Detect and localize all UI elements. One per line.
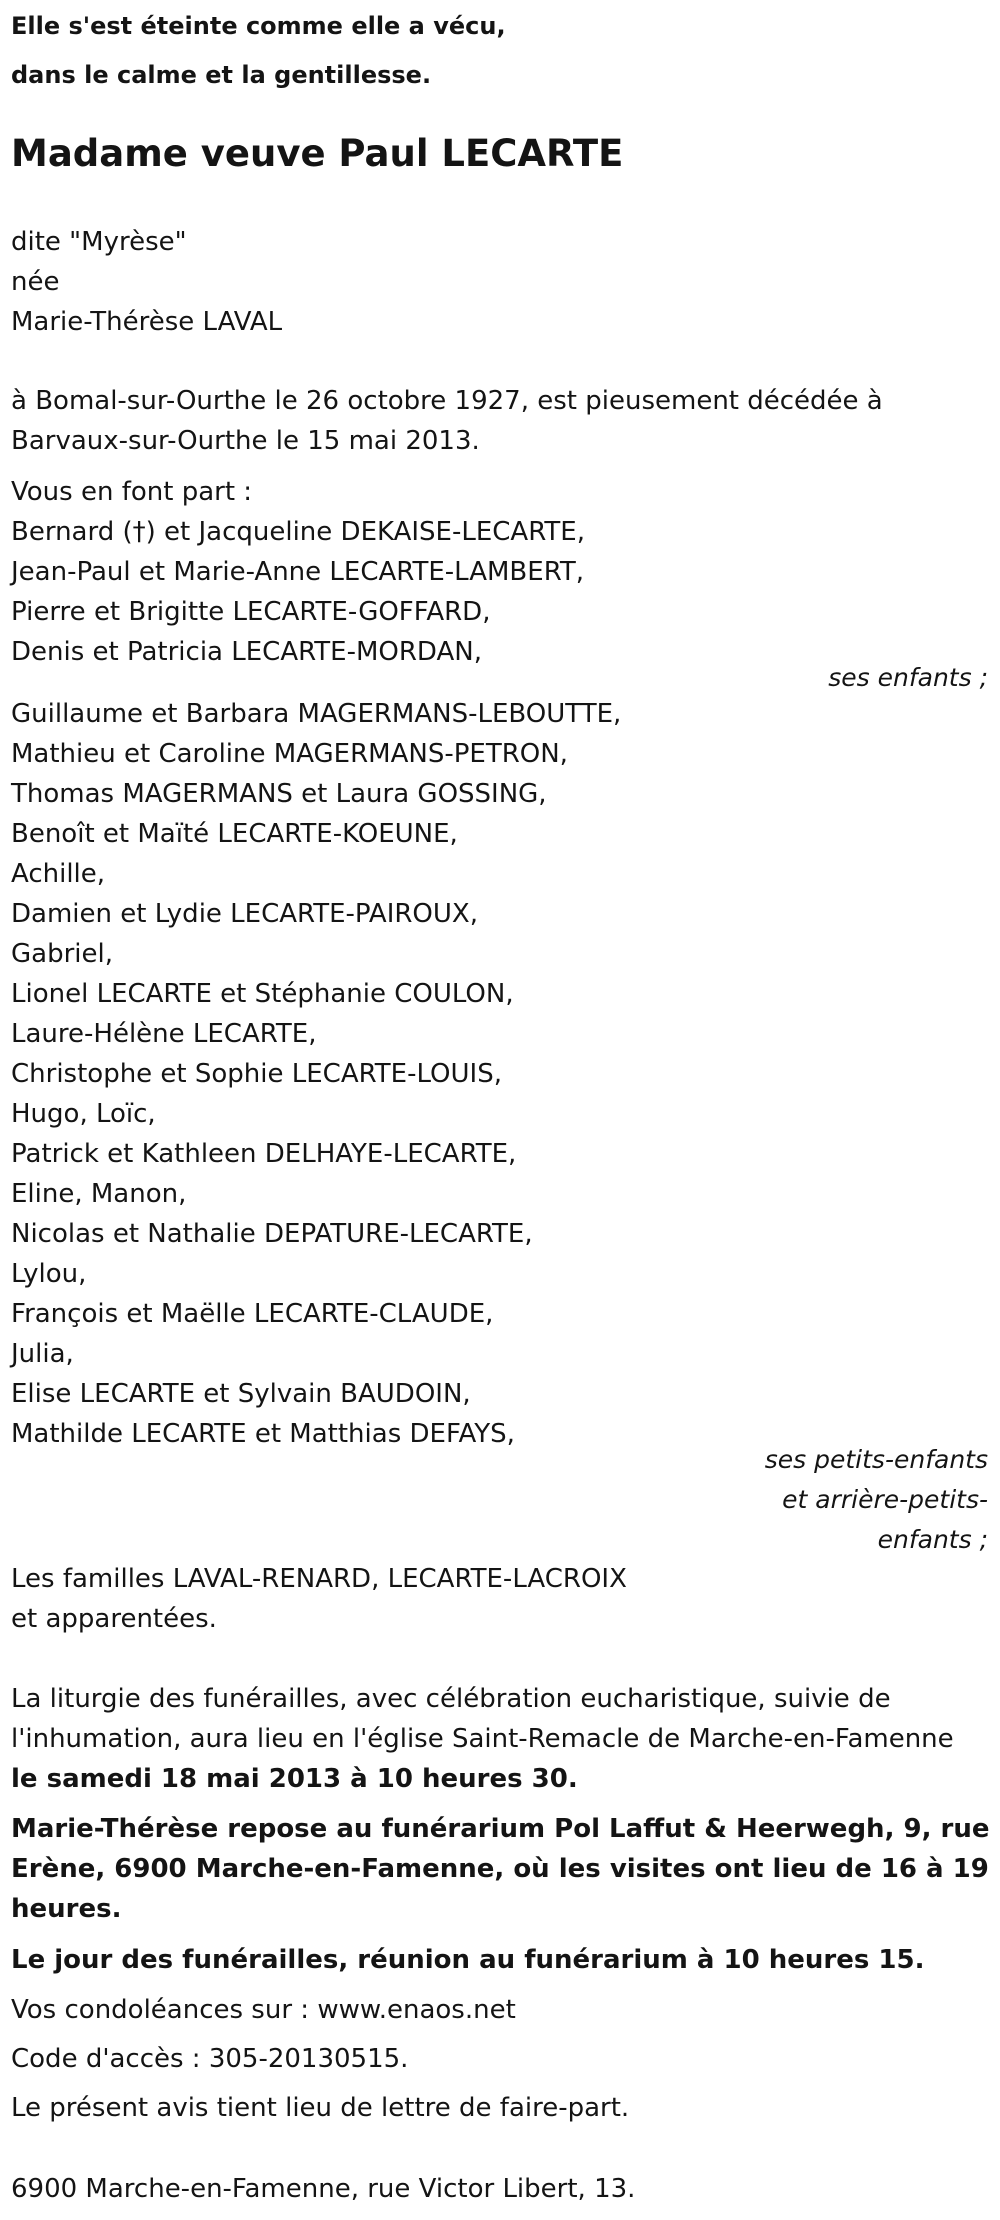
condolences-line: Vos condoléances sur : www.enaos.net	[11, 1995, 516, 2025]
born-label: née	[11, 267, 60, 297]
grandchild-line: Julia,	[11, 1339, 74, 1369]
grandchild-line: Laure-Hélène LECARTE,	[11, 1019, 317, 1049]
grandchildren-label-line-3: enfants ;	[877, 1525, 988, 1554]
birth-death-line-2: Barvaux-sur-Ourthe le 15 mai 2013.	[11, 426, 480, 456]
grandchild-line: Elise LECARTE et Sylvain BAUDOIN,	[11, 1379, 471, 1409]
grandchild-line: François et Maëlle LECARTE-CLAUDE,	[11, 1299, 494, 1329]
birth-death-line-1: à Bomal-sur-Ourthe le 26 octobre 1927, est pieusement décédée à	[11, 386, 883, 416]
grandchild-line: Lionel LECARTE et Stéphanie COULON,	[11, 979, 514, 1009]
address-line: 6900 Marche-en-Famenne, rue Victor Libert, 13.	[11, 2174, 636, 2204]
grandchild-line: Thomas MAGERMANS et Laura GOSSING,	[11, 779, 547, 809]
funerarium-line-3: heures.	[11, 1894, 122, 1924]
grandchild-line: Nicolas et Nathalie DEPATURE-LECARTE,	[11, 1219, 533, 1249]
grandchild-line: Mathieu et Caroline MAGERMANS-PETRON,	[11, 739, 568, 769]
liturgy-line-2: l'inhumation, aura lieu en l'église Saint-Remacle de Marche-en-Famenne	[11, 1724, 954, 1754]
grandchild-line: Lylou,	[11, 1259, 87, 1289]
grandchild-line: Damien et Lydie LECARTE-PAIROUX,	[11, 899, 478, 929]
liturgy-date: le samedi 18 mai 2013 à 10 heures 30.	[11, 1764, 578, 1794]
child-line: Bernard (†) et Jacqueline DEKAISE-LECARTE,	[11, 517, 585, 547]
grandchild-line: Eline, Manon,	[11, 1179, 187, 1209]
grandchild-line: Achille,	[11, 859, 106, 889]
grandchild-line: Guillaume et Barbara MAGERMANS-LEBOUTTE,	[11, 699, 622, 729]
deceased-title: Madame veuve Paul LECARTE	[11, 132, 624, 175]
announce-line: Vous en font part :	[11, 477, 253, 507]
liturgy-line-1: La liturgie des funérailles, avec célébration eucharistique, suivie de	[11, 1684, 891, 1714]
maiden-name: Marie-Thérèse LAVAL	[11, 307, 283, 337]
funerarium-line-2: Erène, 6900 Marche-en-Famenne, où les visites ont lieu de 16 à 19	[11, 1854, 989, 1884]
grandchild-line: Gabriel,	[11, 939, 113, 969]
families-line-2: et apparentées.	[11, 1604, 217, 1634]
access-code-line: Code d'accès : 305-20130515.	[11, 2044, 409, 2074]
grandchildren-label-line-1: ses petits-enfants	[764, 1445, 988, 1474]
epigraph-line-2: dans le calme et la gentillesse.	[11, 61, 432, 89]
children-label: ses enfants ;	[828, 663, 988, 692]
epigraph-line-1: Elle s'est éteinte comme elle a vécu,	[11, 12, 506, 40]
grandchildren-label-line-2: et arrière-petits-	[782, 1485, 988, 1514]
deceased-alias: dite "Myrèse"	[11, 227, 187, 257]
grandchild-line: Mathilde LECARTE et Matthias DEFAYS,	[11, 1419, 515, 1449]
grandchild-line: Hugo, Loïc,	[11, 1099, 156, 1129]
grandchild-line: Benoît et Maïté LECARTE-KOEUNE,	[11, 819, 458, 849]
grandchild-line: Patrick et Kathleen DELHAYE-LECARTE,	[11, 1139, 517, 1169]
funerarium-line-1: Marie-Thérèse repose au funérarium Pol Laffut & Heerwegh, 9, rue	[11, 1814, 990, 1844]
families-line-1: Les familles LAVAL-RENARD, LECARTE-LACROIX	[11, 1564, 627, 1594]
notice-line: Le présent avis tient lieu de lettre de faire-part.	[11, 2093, 630, 2123]
grandchild-line: Christophe et Sophie LECARTE-LOUIS,	[11, 1059, 502, 1089]
meeting-line: Le jour des funérailles, réunion au funérarium à 10 heures 15.	[11, 1945, 925, 1975]
child-line: Denis et Patricia LECARTE-MORDAN,	[11, 637, 482, 667]
child-line: Pierre et Brigitte LECARTE-GOFFARD,	[11, 597, 491, 627]
child-line: Jean-Paul et Marie-Anne LECARTE-LAMBERT,	[11, 557, 585, 587]
